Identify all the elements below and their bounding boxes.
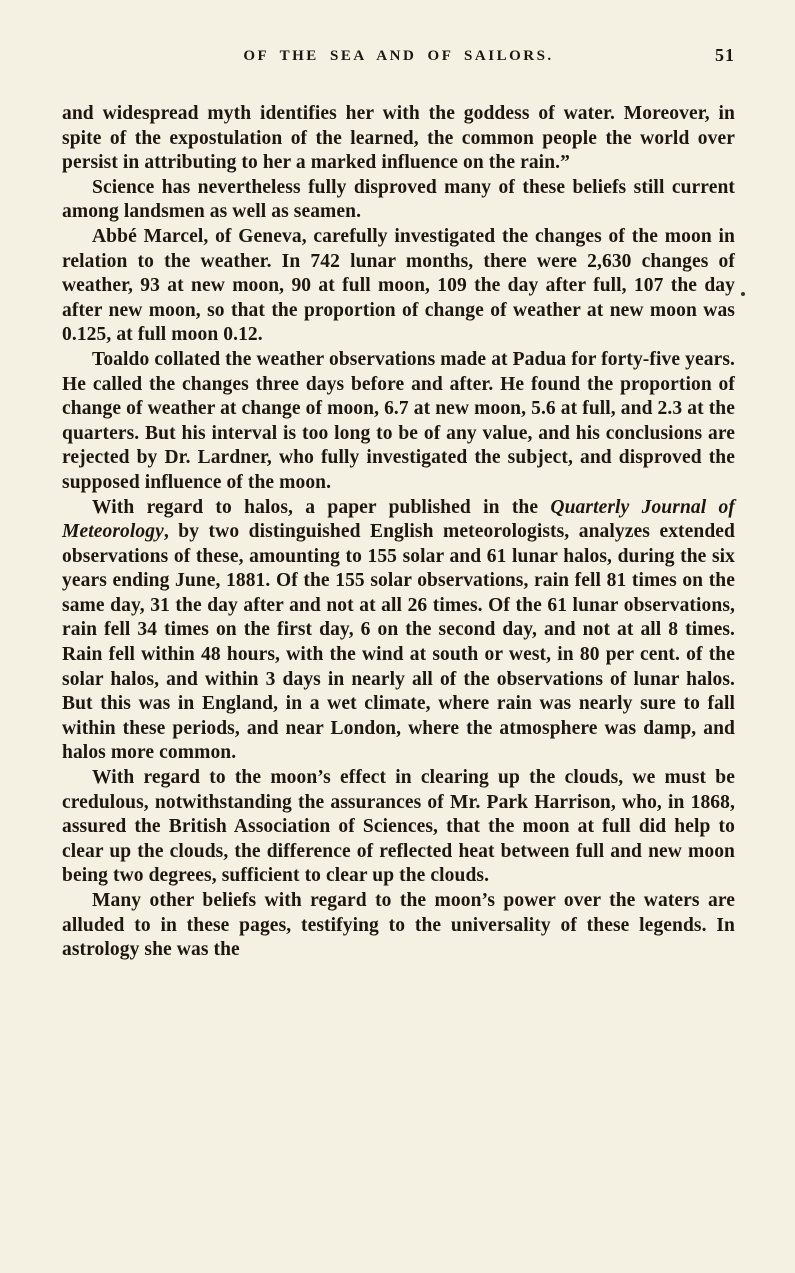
page-header	[62, 45, 735, 76]
text-run: Toaldo collated the weather observations made at Padua for forty-five years. He called the changes three days before and after. He found the proportion of change of weather at change of moon, 6.7 at new moon, 5.6 at full, and 2.3 at the quarters. But his interval is too long to be of any value, and his conclusions are rejected by Dr. Lardner, who fully investigated the subject, and disproved the supposed influence of the moon.	[62, 348, 735, 493]
text-run: Science has nevertheless fully disproved many of these beliefs still current among landsmen as well as seamen.	[62, 176, 735, 223]
scan-artifact-dot	[741, 292, 745, 296]
italic-text-run: Quarterly Journal of Meteorology	[62, 496, 735, 543]
text-run: , by two distinguished English meteorologists, analyzes extended observations of these, amounting to 155 solar and 61 lunar halos, during the six years ending June, 1881. Of the 155 solar observations, rain fell 81 times on the same day, 31 the day after and not at all 26 times. Of the 61 lunar observations, rain fell 34 times on the first day, 6 on the second day, and not at all 8 times. Rain fell within 48 hours, with the wind at south or west, in 80 per cent. of the solar halos, and within 3 days in nearly all of the observations of lunar halos. But this was in England, in a wet climate, where rain was nearly sure to fall within these periods, and near London, where the atmosphere was damp, and halos more common.	[62, 521, 735, 764]
paragraph	[62, 348, 735, 496]
paragraph	[62, 766, 735, 889]
text-run: and widespread myth identifies her with the goddess of water. Moreover, in spite of the expostulation of the learned, the common people the world over persist in attributing to her a marked influence on the rain.”	[62, 103, 735, 174]
page-number: 51	[715, 45, 735, 65]
paragraph	[62, 225, 735, 348]
text-run: Many other beliefs with regard to the moon’s power over the waters are alluded to in these pages, testifying to the universality of these legends. In astrology she was the	[62, 890, 735, 961]
running-title: OF THE SEA AND OF SAILORS.	[243, 48, 554, 64]
paragraph	[62, 889, 735, 963]
paragraph	[62, 102, 735, 176]
text-run: With regard to the moon’s effect in clearing up the clouds, we must be credulous, notwithstanding the assurances of Mr. Park Harrison, who, in 1868, assured the British Association of Sciences, that the moon at full did help to clear up the clouds, the difference of reflected heat between full and new moon being two degrees, sufficient to clear up the clouds.	[62, 767, 735, 887]
paragraph	[62, 496, 735, 767]
text-run: Abbé Marcel, of Geneva, carefully investigated the changes of the moon in relation to the weather. In 742 lunar months, there were 2,630 changes of weather, 93 at new moon, 90 at full moon, 109 the day after full, 107 the day after new moon, so that the proportion of change of weather at new moon was 0.125, at full moon 0.12.	[62, 225, 735, 346]
page-body	[62, 102, 735, 963]
paragraph	[62, 176, 735, 225]
text-run: With regard to halos, a paper published in the	[92, 496, 551, 518]
